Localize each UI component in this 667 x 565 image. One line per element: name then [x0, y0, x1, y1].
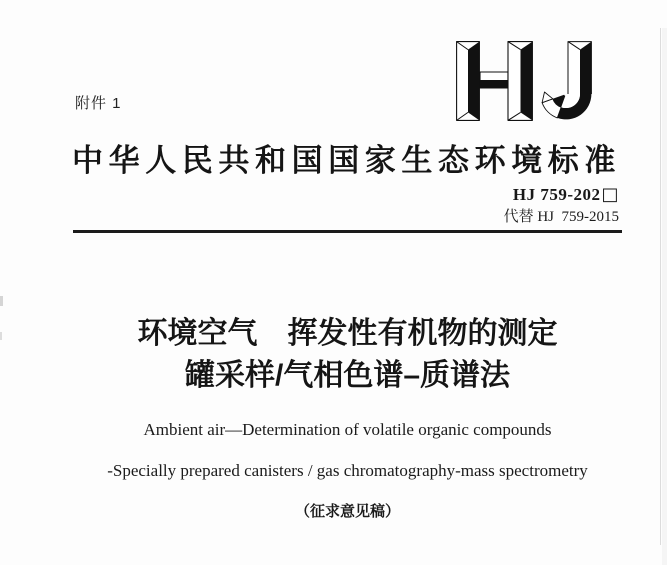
standard-number — [504, 185, 619, 205]
title-zh-line1: 环境空气 挥发性有机物的测定 — [137, 317, 558, 350]
year-placeholder-box: □ — [601, 184, 619, 205]
title-en-line2: -Specially prepared canisters / gas chromatography-mass spectrometry — [107, 461, 588, 480]
replaces-note: 代替 HJ 759-2015 — [503, 208, 619, 225]
title-zh-line2: 罐采样/气相色谱–质谱法 — [184, 359, 511, 392]
standard-number-text: HJ 759-202 — [512, 185, 601, 204]
scan-edge-strip — [662, 28, 667, 565]
scan-speck — [0, 296, 3, 306]
header-rule — [73, 230, 622, 233]
scan-edge-line — [660, 28, 661, 545]
scan-speck — [0, 332, 2, 340]
attachment-label: 附件 1 — [75, 95, 122, 112]
standard-number-block — [504, 185, 619, 226]
logo-h-left-bar — [457, 42, 480, 121]
logo-h-crossbar — [480, 72, 508, 88]
title-en-line1: Ambient air—Determination of volatile organic compounds — [143, 420, 552, 439]
stage-note: （征求意见稿） — [294, 503, 400, 520]
logo-h-right-bar — [508, 42, 532, 121]
standard-heading: 中华人民共和国国家生态环境标准 — [72, 143, 621, 178]
logo-j-hook — [542, 92, 591, 119]
hj-logo — [456, 41, 592, 121]
logo-j-bar — [568, 42, 591, 94]
hj-logo-letters — [457, 42, 592, 121]
